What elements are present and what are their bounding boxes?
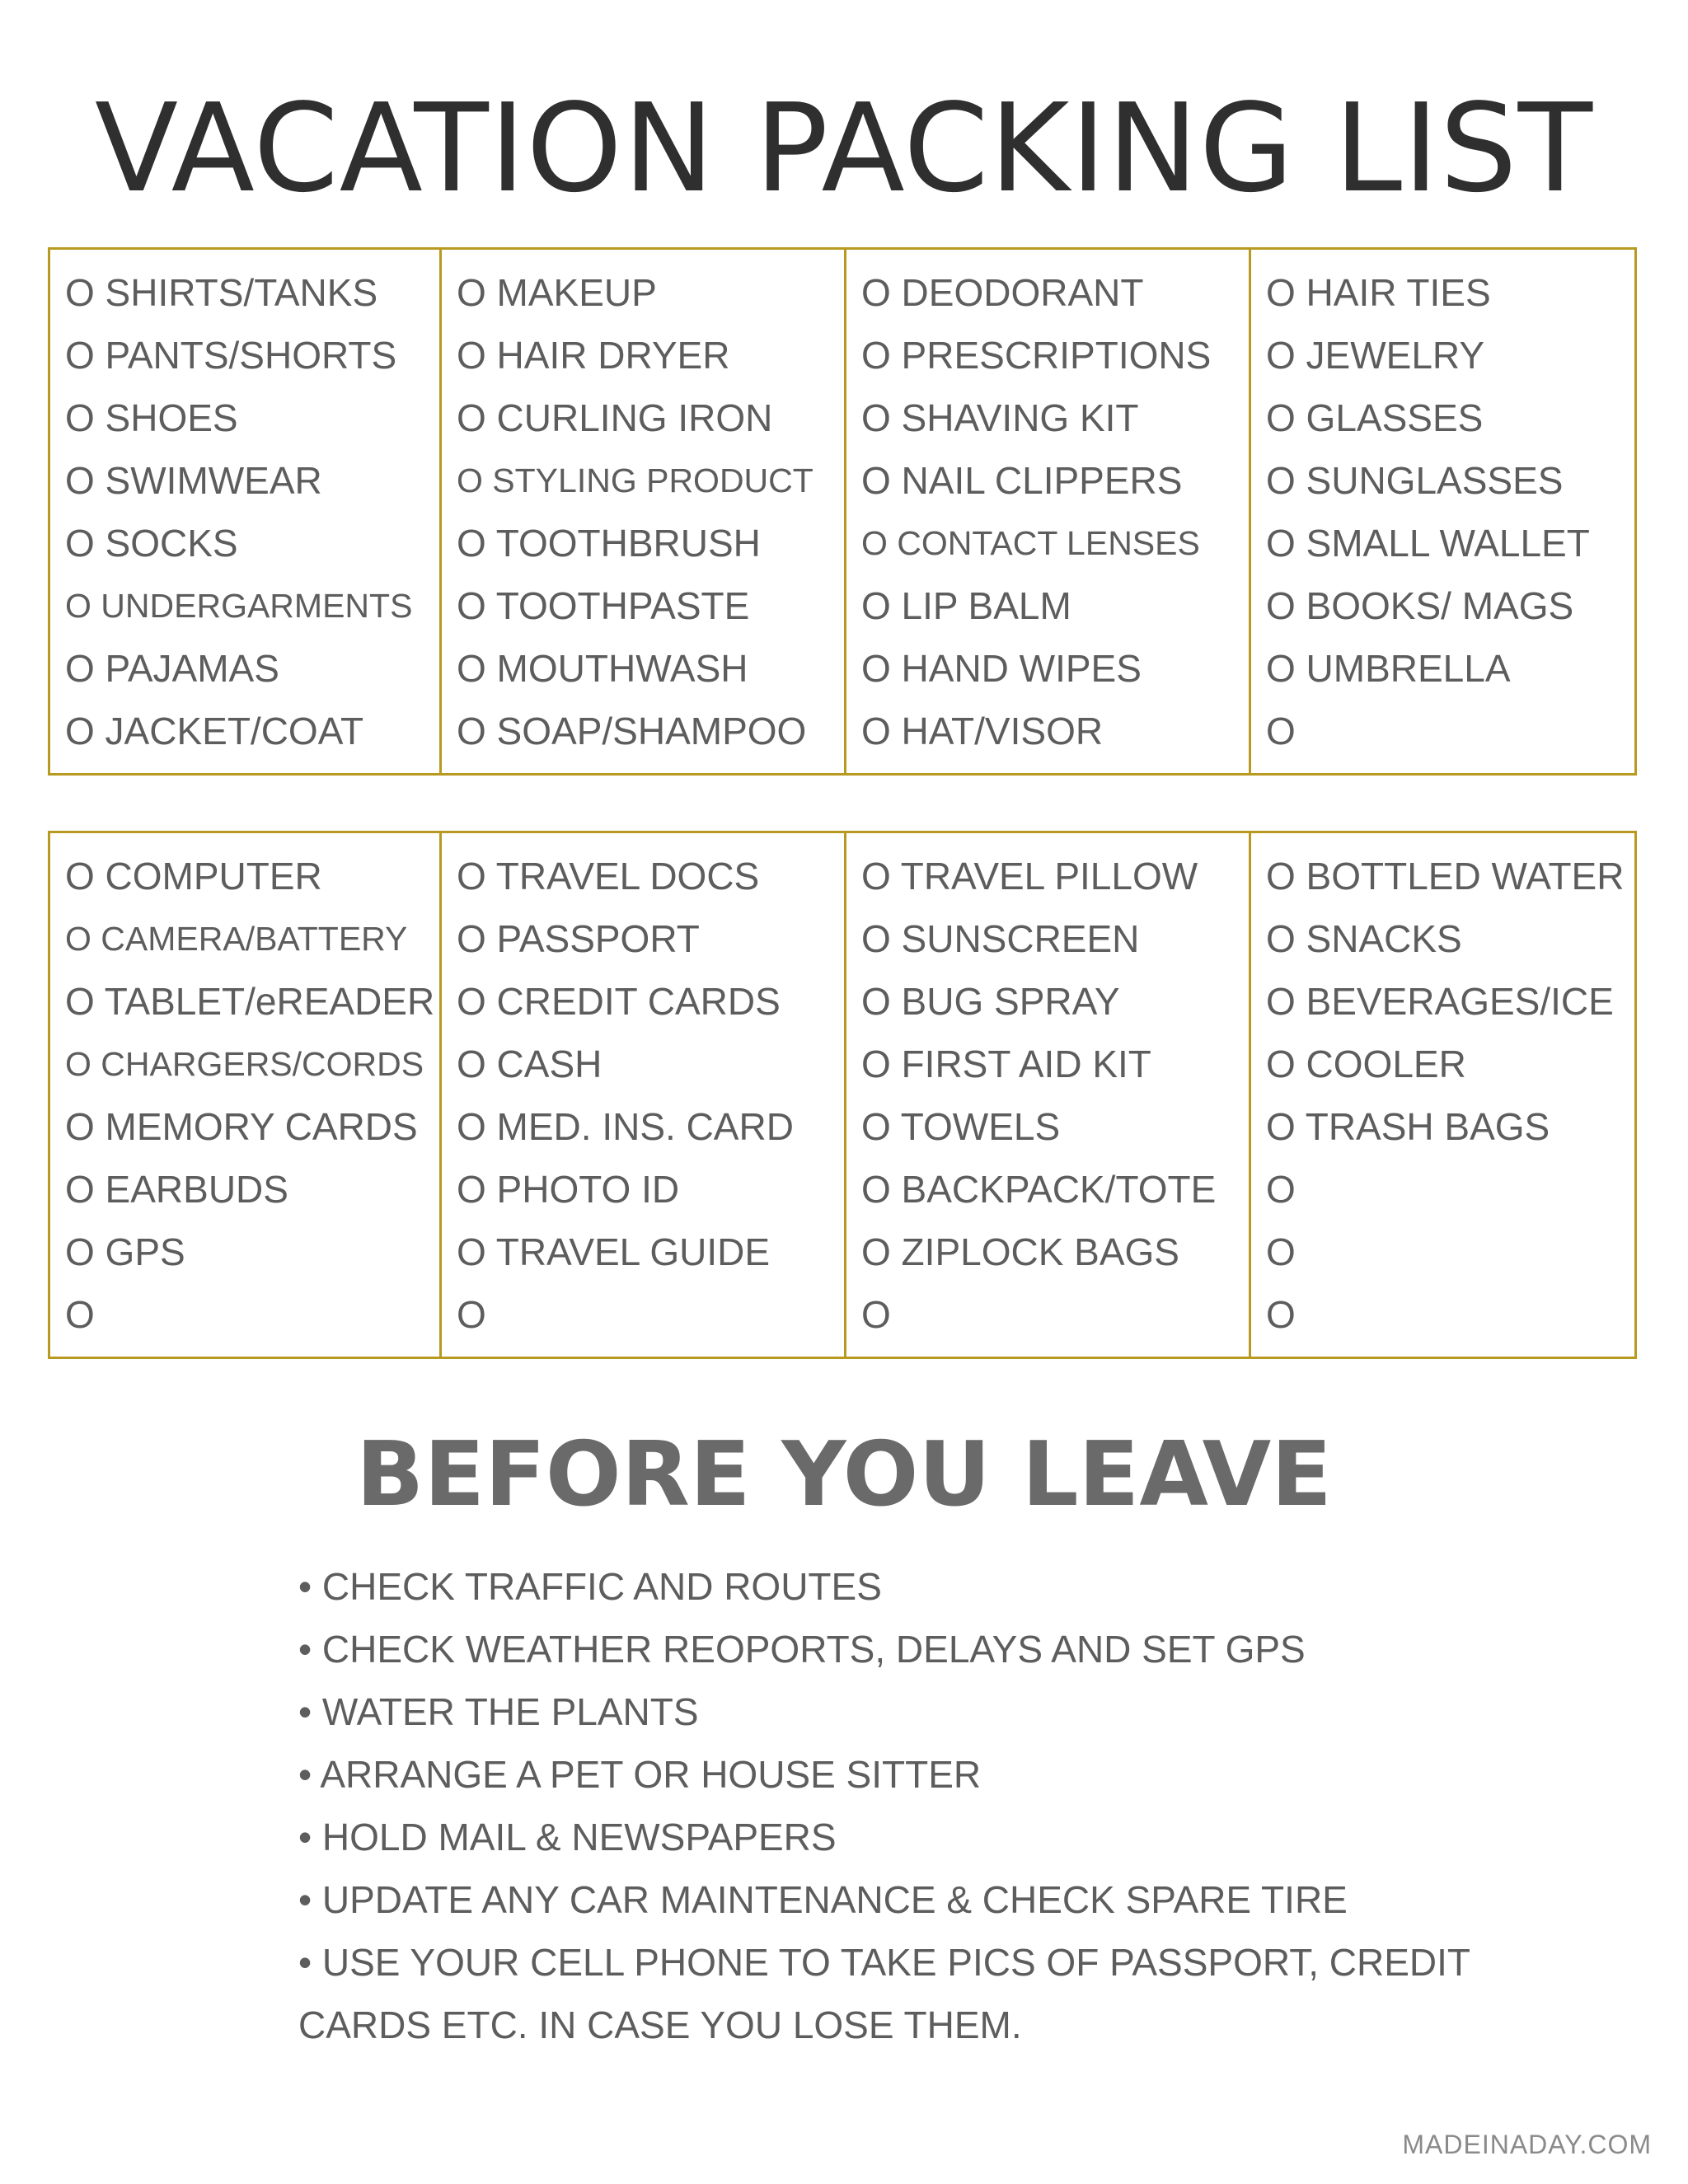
checklist-item[interactable]: O HAIR DRYER — [457, 334, 730, 377]
checklist-item[interactable]: O TRAVEL PILLOW — [861, 855, 1198, 898]
checklist-item[interactable]: O TABLET/eREADER — [65, 980, 435, 1023]
packing-column-grooming — [442, 250, 846, 773]
checklist-item-blank[interactable]: O — [1266, 1168, 1296, 1211]
packing-column-food — [1251, 833, 1634, 1357]
packing-column-accessories — [1251, 250, 1634, 773]
checklist-item[interactable]: O COOLER — [1266, 1043, 1466, 1085]
checklist-item[interactable]: O EARBUDS — [65, 1168, 288, 1211]
checklist-item-blank[interactable]: O — [861, 1293, 891, 1336]
reminder-item: • USE YOUR CELL PHONE TO TAKE PICS OF PASSPORT, CREDIT CARDS ETC. IN CASE YOU LOSE THEM. — [298, 1941, 1470, 2046]
checklist-item[interactable]: O TRASH BAGS — [1266, 1105, 1550, 1148]
checklist-item[interactable]: O JEWELRY — [1266, 334, 1484, 377]
checklist-item[interactable]: O UMBRELLA — [1266, 647, 1511, 690]
reminder-item: • ARRANGE A PET OR HOUSE SITTER — [298, 1753, 982, 1796]
checklist-item[interactable]: O JACKET/COAT — [65, 710, 364, 752]
checklist-item[interactable]: O SMALL WALLET — [1266, 522, 1590, 565]
checklist-item[interactable]: O TOOTHPASTE — [457, 584, 750, 627]
packing-column-clothing — [50, 250, 442, 773]
checklist-item-blank[interactable]: O — [1266, 1293, 1296, 1336]
checklist-item[interactable]: O HAIR TIES — [1266, 271, 1491, 314]
checklist-item[interactable]: O PRESCRIPTIONS — [861, 334, 1212, 377]
checklist-item[interactable]: O MOUTHWASH — [457, 647, 748, 690]
checklist-item[interactable]: O COMPUTER — [65, 855, 322, 898]
packing-box-travel — [48, 831, 1637, 1359]
reminder-item: • HOLD MAIL & NEWSPAPERS — [298, 1816, 837, 1858]
checklist-item[interactable]: O FIRST AID KIT — [861, 1043, 1151, 1085]
checklist-item[interactable]: O CURLING IRON — [457, 396, 773, 439]
checklist-item[interactable]: O SOAP/SHAMPOO — [457, 710, 807, 752]
checklist-item[interactable]: O SUNGLASSES — [1266, 459, 1564, 502]
checklist-item[interactable]: O SUNSCREEN — [861, 917, 1140, 960]
checklist-item[interactable]: O PANTS/SHORTS — [65, 334, 397, 377]
reminder-item: • WATER THE PLANTS — [298, 1690, 699, 1733]
checklist-item[interactable]: O BACKPACK/TOTE — [861, 1168, 1217, 1211]
checklist-item[interactable]: O DEODORANT — [861, 271, 1144, 314]
checklist-item[interactable]: O SNACKS — [1266, 917, 1462, 960]
checklist-item[interactable]: O TRAVEL GUIDE — [457, 1230, 771, 1273]
packing-column-comfort — [846, 833, 1251, 1357]
checklist-item[interactable]: O BUG SPRAY — [861, 980, 1120, 1023]
checklist-item[interactable]: O NAIL CLIPPERS — [861, 459, 1183, 502]
checklist-item[interactable]: O CONTACT LENSES — [861, 524, 1200, 562]
before-you-leave-list — [298, 1555, 1493, 2056]
checklist-item[interactable]: O SHOES — [65, 396, 238, 439]
checklist-item[interactable]: O TOOTHBRUSH — [457, 522, 761, 565]
packing-column-health — [846, 250, 1251, 773]
checklist-item[interactable]: O SHAVING KIT — [861, 396, 1139, 439]
checklist-item[interactable]: O MEMORY CARDS — [65, 1105, 418, 1148]
reminder-item: • CHECK WEATHER REOPORTS, DELAYS AND SET GPS — [298, 1628, 1306, 1671]
reminder-item: • UPDATE ANY CAR MAINTENANCE & CHECK SPARE TIRE — [298, 1878, 1348, 1921]
reminder-item: • CHECK TRAFFIC AND ROUTES — [298, 1565, 882, 1608]
checklist-item[interactable]: O GLASSES — [1266, 396, 1484, 439]
checklist-item[interactable]: O CHARGERS/CORDS — [65, 1045, 424, 1083]
packing-box-personal — [48, 247, 1637, 776]
checklist-item[interactable]: O TRAVEL DOCS — [457, 855, 760, 898]
checklist-item[interactable]: O CREDIT CARDS — [457, 980, 781, 1023]
checklist-item[interactable]: O HAND WIPES — [861, 647, 1142, 690]
checklist-item[interactable]: O SWIMWEAR — [65, 459, 322, 502]
checklist-item[interactable]: O GPS — [65, 1230, 185, 1273]
checklist-item[interactable]: O ZIPLOCK BAGS — [861, 1230, 1179, 1273]
checklist-item[interactable]: O TOWELS — [861, 1105, 1061, 1148]
checklist-item[interactable]: O BOOKS/ MAGS — [1266, 584, 1574, 627]
packing-column-documents — [442, 833, 846, 1357]
checklist-item[interactable]: O BOTTLED WATER — [1266, 855, 1625, 898]
section-title-before-you-leave: BEFORE YOU LEAVE — [356, 1423, 1332, 1526]
checklist-item[interactable]: O HAT/VISOR — [861, 710, 1104, 752]
checklist-item[interactable]: O CASH — [457, 1043, 603, 1085]
checklist-item-blank[interactable]: O — [457, 1293, 486, 1336]
checklist-item-blank[interactable]: O — [1266, 710, 1296, 752]
checklist-item[interactable]: O MED. INS. CARD — [457, 1105, 794, 1148]
checklist-item-blank[interactable]: O — [65, 1293, 95, 1336]
checklist-item[interactable]: O MAKEUP — [457, 271, 657, 314]
checklist-item[interactable]: O BEVERAGES/ICE — [1266, 980, 1614, 1023]
checklist-item[interactable]: O CAMERA/BATTERY — [65, 920, 408, 958]
checklist-item[interactable]: O SHIRTS/TANKS — [65, 271, 378, 314]
checklist-item[interactable]: O SOCKS — [65, 522, 238, 565]
checklist-item[interactable]: O LIP BALM — [861, 584, 1071, 627]
checklist-item[interactable]: O PAJAMAS — [65, 647, 279, 690]
checklist-item[interactable]: O STYLING PRODUCT — [457, 462, 814, 499]
packing-column-electronics — [50, 833, 442, 1357]
checklist-item[interactable]: O PHOTO ID — [457, 1168, 680, 1211]
page-title: VACATION PACKING LIST — [94, 77, 1594, 219]
checklist-item-blank[interactable]: O — [1266, 1230, 1296, 1273]
checklist-item[interactable]: O UNDERGARMENTS — [65, 587, 413, 625]
site-credit: MADEINADAY.COM — [1402, 2130, 1652, 2159]
checklist-item[interactable]: O PASSPORT — [457, 917, 700, 960]
